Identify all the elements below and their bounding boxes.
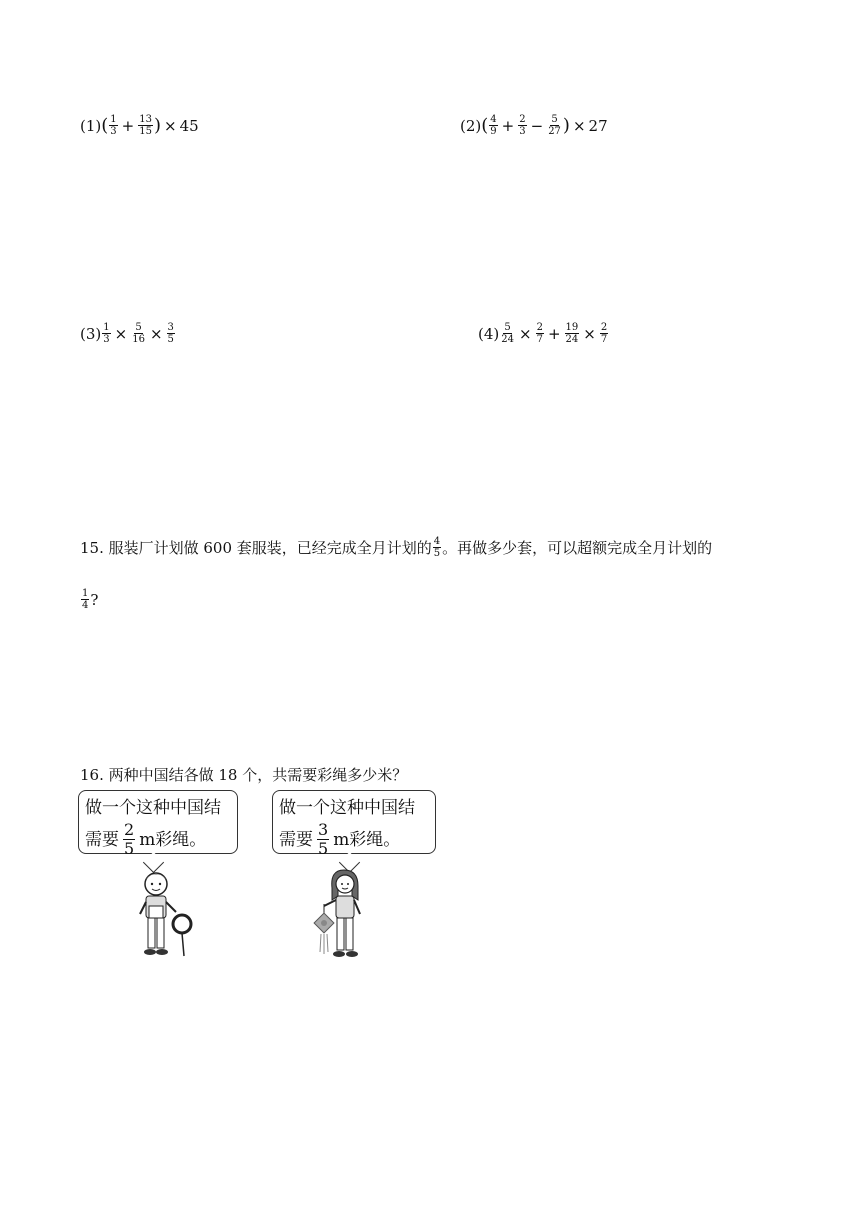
fraction: $\frac{19}{24}$ [565, 322, 579, 345]
problem-2 [460, 114, 608, 137]
problem-4 [478, 322, 609, 345]
number: 45 [179, 116, 199, 135]
problem-2-label: (2) [460, 116, 482, 135]
operator: × [518, 324, 532, 343]
fraction: $\frac{2}{3}$ [519, 114, 526, 137]
question-15-line1 [80, 536, 712, 559]
operator: × [583, 324, 596, 343]
paren-close: ) [153, 115, 161, 136]
girl-illustration [306, 866, 386, 962]
fraction: $\frac{3}{5}$ [167, 322, 174, 345]
speech-bubble-2 [272, 790, 436, 858]
boy-illustration [128, 868, 198, 960]
operator: × [149, 324, 163, 343]
fraction: $\frac{2}{7}$ [536, 322, 543, 345]
fraction: $\frac{1}{3}$ [110, 114, 117, 137]
operator: × [114, 324, 128, 343]
bubble-line-1: 做一个这种中国结 [279, 798, 415, 818]
paren-open: ( [101, 115, 109, 136]
fraction: $\frac{4}{5}$ [433, 536, 441, 559]
problem-1 [80, 114, 199, 137]
question-16-text: 16. 两种中国结各做 18 个，共需要彩绳多少米？ [80, 766, 408, 784]
fraction: $\frac{5}{16}$ [132, 322, 145, 345]
fraction: $\frac{1}{3}$ [103, 322, 110, 345]
fraction: $\frac{2}{5}$ [124, 820, 135, 858]
fraction: $\frac{5}{24}$ [501, 322, 514, 345]
question-15-text-a: 15. 服装厂计划做 600 套服装，已经完成全月计划的 [80, 539, 432, 557]
fraction: $\frac{3}{5}$ [318, 820, 329, 858]
operator: × [572, 116, 586, 135]
operator: + [501, 116, 515, 135]
problem-3-label: (3) [80, 324, 102, 343]
bubble-line-1: 做一个这种中国结 [85, 798, 221, 818]
bubble-line-2: 需要 $\frac{3}{5}$ m彩绳。 [279, 820, 401, 858]
operator: − [530, 116, 544, 135]
number: 27 [588, 116, 608, 135]
fraction: $\frac{2}{7}$ [600, 322, 608, 345]
problem-3 [80, 322, 176, 345]
speech-bubble-1 [78, 790, 238, 858]
paren-open: ( [481, 115, 489, 136]
fraction: $\frac{1}{4}$ [82, 588, 89, 611]
fraction: $\frac{13}{15}$ [139, 114, 152, 137]
paren-close: ) [562, 115, 570, 136]
bubble-line-2: 需要 $\frac{2}{5}$ m彩绳。 [85, 820, 207, 858]
operator: × [164, 116, 177, 135]
fraction: $\frac{4}{9}$ [490, 114, 497, 137]
operator: + [121, 116, 135, 135]
problem-4-label: (4) [478, 324, 500, 343]
question-15-line2 [80, 588, 98, 611]
fraction: $\frac{5}{27}$ [548, 114, 561, 137]
problem-1-label: (1) [80, 116, 102, 135]
question-15-text-b: 。再做多少套，可以超额完成全月计划的 [442, 539, 713, 557]
question-15-text-c: ? [90, 590, 99, 609]
operator: + [547, 324, 561, 343]
